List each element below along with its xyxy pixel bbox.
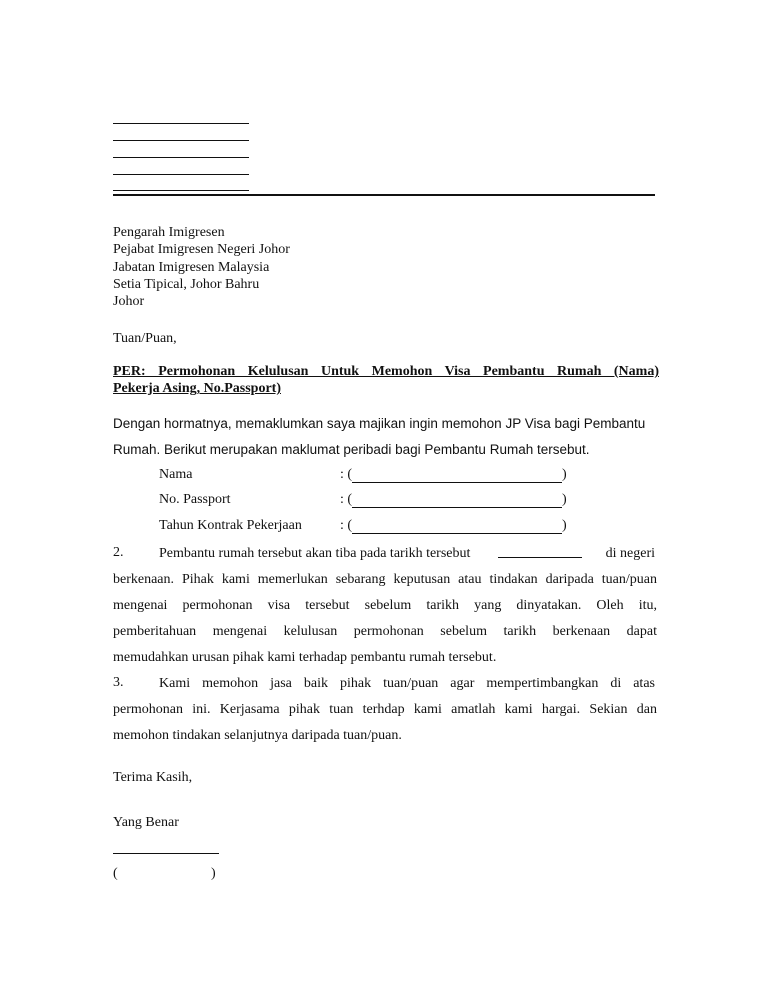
field-blank-passport [352,507,562,508]
sender-line-3 [113,157,249,158]
field-blank-nama [352,482,562,483]
recipient-line-2: Pejabat Imigresen Negeri Johor [113,242,290,257]
para2-line-1 [159,545,655,562]
intro-line-2: Rumah. Berikut merupakan maklumat peribadi bagi Pembantu Rumah tersebut. [113,442,590,457]
field-label-passport: No. Passport [159,492,231,507]
recipient-line-1: Pengarah Imigresen [113,225,225,240]
header-rule [113,194,655,196]
subject-line-1: PER: Permohonan Kelulusan Untuk Memohon Visa Pembantu Rumah (Nama) [113,364,659,379]
para2-line-1-a: Pembantu rumah tersebut akan tiba pada tarikh tersebut [159,546,471,561]
sender-line-2 [113,140,249,141]
para3-number: 3. [113,675,124,690]
field-colon-nama: : ( [340,467,353,482]
field-colon-kontrak: : ( [340,518,353,533]
field-close-nama: ) [562,467,567,482]
para2-line-2: berkenaan. Pihak kami memerlukan sebarang keputusan atau tindakan daripada tuan/puan [113,572,657,587]
field-close-kontrak: ) [562,518,567,533]
para2-line-4: pemberitahuan mengenai kelulusan permohonan sebelum tarikh berkenaan dapat [113,624,657,639]
para3-line-3: memohon tindakan selanjutnya daripada tuan/puan. [113,728,402,743]
field-label-nama: Nama [159,467,193,482]
para2-number: 2. [113,545,124,560]
signature-name-open: ( [113,866,118,881]
para2-line-5: memudahkan urusan pihak kami terhadap pembantu rumah tersebut. [113,650,497,665]
signature-line [113,853,219,854]
field-close-passport: ) [562,492,567,507]
para3-line-1: Kami memohon jasa baik pihak tuan/puan agar mempertimbangkan di atas [159,676,655,691]
recipient-line-4: Setia Tipical, Johor Bahru [113,277,260,292]
field-label-kontrak: Tahun Kontrak Pekerjaan [159,518,302,533]
field-blank-kontrak [352,533,562,534]
recipient-line-3: Jabatan Imigresen Malaysia [113,260,270,275]
intro-line-1: Dengan hormatnya, memaklumkan saya majikan ingin memohon JP Visa bagi Pembantu [113,416,646,431]
signature-name-close: ) [211,866,216,881]
sender-line-4 [113,174,249,175]
para2-line-1-b: di negeri [605,546,655,561]
sender-line-5 [113,190,249,191]
field-colon-passport: : ( [340,492,353,507]
para2-line-3: mengenai permohonan visa tersebut sebelum tarikh yang dinyatakan. Oleh itu, [113,598,657,613]
closing-yours: Yang Benar [113,815,179,830]
recipient-line-5: Johor [113,294,145,309]
para3-line-2: permohonan ini. Kerjasama pihak tuan terhdap kami amatlah kami hargai. Sekian dan [113,702,657,717]
para2-date-blank [498,545,582,558]
sender-line-1 [113,123,249,124]
salutation: Tuan/Puan, [113,331,177,346]
subject [113,363,659,397]
closing-thanks: Terima Kasih, [113,770,193,785]
subject-line-2: Pekerja Asing, No.Passport) [113,381,281,396]
